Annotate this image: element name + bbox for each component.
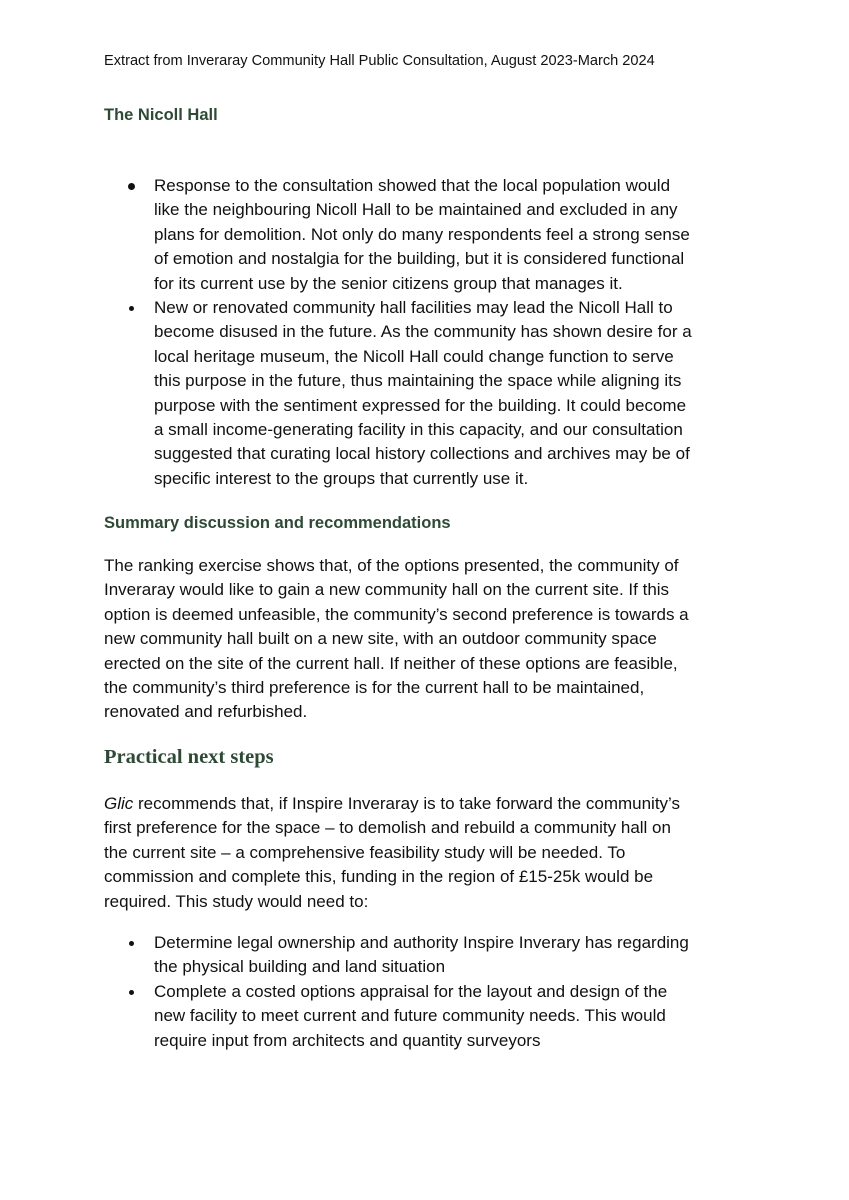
text-line: a small income-generating facility in this capacity, and our consultation — [154, 420, 683, 440]
bullet-icon — [128, 183, 135, 190]
nicoll-hall-heading: The Nicoll Hall — [104, 106, 218, 124]
intro-first-line-text: recommends that, if Inspire Inveraray is to take forward the community’s — [133, 794, 681, 813]
summary-paragraph — [104, 554, 754, 725]
text-line: New or renovated community hall facilities may lead the Nicoll Hall to — [154, 298, 673, 318]
bullet-icon — [129, 941, 134, 946]
text-line: like the neighbouring Nicoll Hall to be maintained and excluded in any — [154, 200, 678, 220]
text-line: purpose with the sentiment expressed for the building. It could become — [154, 395, 687, 415]
text-line: require input from architects and quantity surveyors — [154, 1030, 541, 1050]
text-line: commission and complete this, funding in the region of £15-25k would be — [104, 867, 654, 887]
next-steps-paragraph — [104, 792, 754, 914]
text-line: new community hall built on a new site, with an outdoor community space — [104, 629, 657, 649]
text-line: local heritage museum, the Nicoll Hall could change function to serve — [154, 346, 674, 366]
list-item — [104, 980, 764, 1053]
nicoll-hall-bullet-list — [104, 174, 764, 491]
text-line: option is deemed unfeasible, the community’s second preference is towards a — [104, 604, 689, 624]
text-line: suggested that curating local history collections and archives may be of — [154, 444, 690, 464]
text-line: Determine legal ownership and authority Inspire Inverary has regarding — [154, 933, 689, 952]
bullet-icon — [129, 306, 134, 311]
summary-heading: Summary discussion and recommendations — [104, 514, 451, 532]
text-line: the current site – a comprehensive feasibility study will be needed. To — [104, 842, 626, 862]
next-steps-heading: Practical next steps — [104, 746, 274, 768]
list-item — [104, 931, 764, 980]
text-line: Inveraray would like to gain a new community hall on the current site. If this — [104, 580, 670, 600]
text-line: The ranking exercise shows that, of the options presented, the community of — [104, 556, 679, 575]
text-line — [104, 792, 754, 816]
text-line: new facility to meet current and future community needs. This would — [154, 1006, 666, 1026]
text-line: plans for demolition. Not only do many respondents feel a strong sense — [154, 224, 690, 244]
list-item — [104, 174, 764, 296]
document-header: Extract from Inveraray Community Hall Public Consultation, August 2023-March 2024 — [104, 53, 655, 69]
text-line: first preference for the space – to demolish and rebuild a community hall on — [104, 818, 671, 838]
text-line: renovated and refurbished. — [104, 702, 308, 722]
text-line: required. This study would need to: — [104, 891, 369, 911]
glic-name: Glic — [104, 794, 134, 813]
text-line: Response to the consultation showed that the local population would — [154, 176, 671, 195]
text-line: this purpose in the future, thus maintaining the space while aligning its — [154, 371, 682, 391]
text-line: of emotion and nostalgia for the building, but it is considered functional — [154, 249, 685, 269]
list-item — [104, 296, 764, 491]
text-line: for its current use by the senior citizens group that manages it. — [154, 273, 623, 293]
next-steps-bullet-list — [104, 931, 764, 1053]
text-line: the community’s third preference is for the current hall to be maintained, — [104, 678, 645, 698]
text-line: specific interest to the groups that currently use it. — [154, 468, 529, 488]
text-line: Complete a costed options appraisal for the layout and design of the — [154, 981, 668, 1001]
text-line: the physical building and land situation — [154, 957, 446, 977]
text-line: erected on the site of the current hall. If neither of these options are feasible, — [104, 653, 678, 673]
bullet-icon — [129, 990, 134, 995]
text-line: become disused in the future. As the community has shown desire for a — [154, 322, 692, 342]
